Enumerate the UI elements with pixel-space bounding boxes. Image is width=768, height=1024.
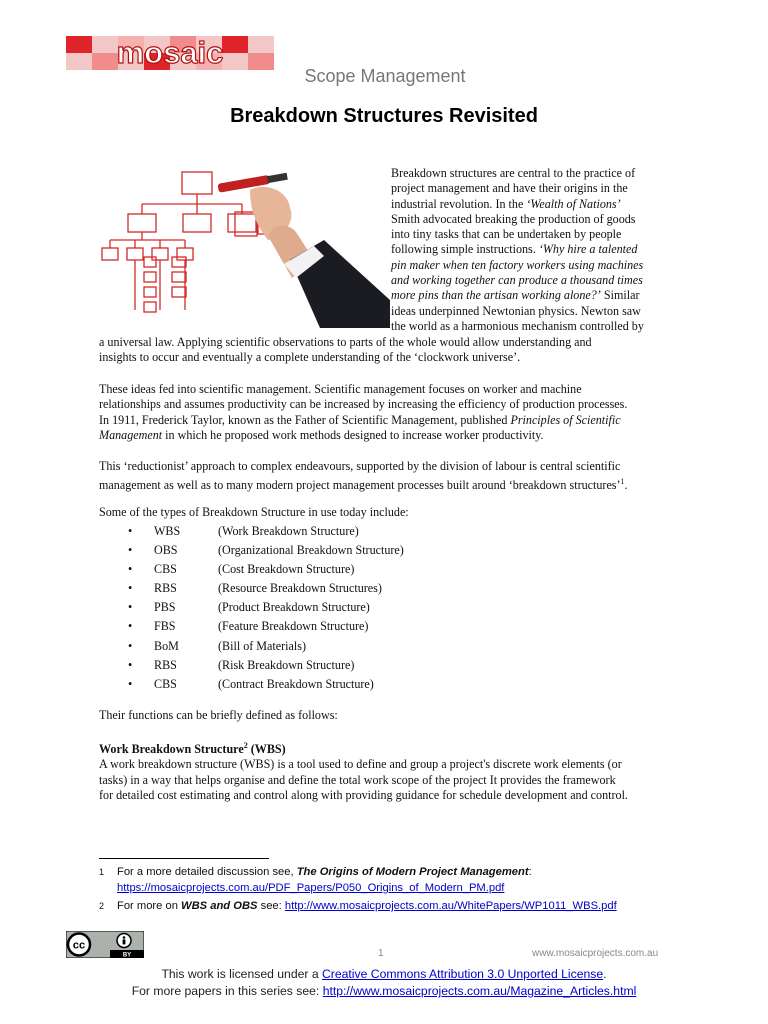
- intro-paragraph-continued: a universal law. Applying scientific observations to parts of the whole would allow understanding and insights to occur and eventually a complete understanding of the ‘clockwork universe’.: [99, 335, 592, 365]
- more-papers-line: For more papers in this series see: http://www.mosaicprojects.com.au/Magazine_Articles.html: [131, 984, 637, 998]
- mosaic-logo: [66, 36, 274, 70]
- license-link[interactable]: Creative Commons Attribution 3.0 Unported License: [322, 967, 604, 981]
- list-item: • PBS (Product Breakdown Structure): [128, 598, 528, 617]
- cc-by-license-badge[interactable]: [66, 931, 144, 958]
- page-title: Breakdown Structures Revisited: [230, 105, 538, 127]
- more-papers-link[interactable]: http://www.mosaicprojects.com.au/Magazine_Articles.html: [322, 984, 637, 998]
- bullet: •: [128, 619, 133, 634]
- footnote-divider: [99, 858, 269, 859]
- bullet: •: [128, 524, 133, 538]
- svg-text:BY: BY: [122, 952, 132, 958]
- footnote-2-link[interactable]: http://www.mosaicprojects.com.au/WhitePapers/WP1011_WBS.pdf: [284, 900, 617, 912]
- page-number: 1: [378, 948, 384, 959]
- license-line: This work is licensed under a Creative Commons Attribution 3.0 Unported License.: [161, 967, 607, 981]
- list-item: • FBS (Feature Breakdown Structure): [128, 617, 528, 636]
- list-item: • CBS (Contract Breakdown Structure): [128, 675, 528, 694]
- footnote-2: 2 For more on WBS and OBS see: http://www.mosaicprojects.com.au/WhitePapers/WP1011_WBS.pdf: [99, 900, 617, 912]
- bullet: •: [128, 657, 133, 672]
- footnote-1-link[interactable]: https://mosaicprojects.com.au/PDF_Papers/P050_Origins_of_Modern_PM.pdf: [117, 882, 505, 894]
- wbs-heading: Work Breakdown Structure$^2$ (WBS): [99, 741, 286, 757]
- svg-text:mosaic: mosaic: [116, 36, 224, 70]
- intro-paragraph-right: Breakdown structures are central to the practice of project management and have their origins in the industrial revolution. In the ‘Wealth of Nations’ Smith advocated breaking the production of goods into tiny tasks that can be undertaken by people following simple instructions. ‘Why hire a talented pin maker when ten factory workers using machines and working together can produce a thousand times more pins than the artisan working alone?’ Similar ideas underpinned Newtonian physics. Newton saw the world as a harmonious mechanism controlled by: [391, 166, 644, 333]
- wbs-section: Work Breakdown Structure$^2$ (WBS) A work breakdown structure (WBS) is a tool used to define and group a project's discrete work elements (or tasks) in a way that helps organise and define the total work scope of the project It provides the framework for detailed cost estimating and control along with providing guidance for schedule development and control.: [99, 738, 671, 803]
- functions-intro: Their functions can be briefly defined as follows:: [99, 708, 338, 722]
- site-url: www.mosaicprojects.com.au: [532, 948, 659, 959]
- bullet: •: [128, 543, 133, 558]
- breakdown-types-list: [128, 522, 528, 694]
- wealth-of-nations: ‘Wealth of Nations’: [526, 196, 621, 211]
- breakdown-chart-illustration: [100, 160, 390, 328]
- bullet: •: [128, 676, 133, 691]
- list-item: • WBS (Work Breakdown Structure): [128, 522, 528, 541]
- cc-icon: cc: [72, 939, 86, 952]
- list-item: • BoM (Bill of Materials): [128, 637, 528, 656]
- list-item: • RBS (Risk Breakdown Structure): [128, 656, 528, 675]
- list-intro: Some of the types of Breakdown Structure in use today include:: [99, 505, 409, 519]
- reductionist-paragraph: This ‘reductionist’ approach to complex endeavours, supported by the division of labour is central scientific management as well as to many modern project management processes built around ‘breakdown structures’$^1$.: [99, 459, 628, 493]
- bullet: •: [128, 581, 133, 596]
- list-item: • OBS (Organizational Breakdown Structure): [128, 541, 528, 560]
- list-item: • CBS (Cost Breakdown Structure): [128, 560, 528, 579]
- bullet: •: [128, 562, 133, 577]
- page-subtitle: Scope Management: [304, 66, 466, 86]
- bullet: •: [128, 638, 133, 653]
- list-item: • RBS (Resource Breakdown Structures): [128, 579, 528, 598]
- footnote-1: 1 For a more detailed discussion see, The Origins of Modern Project Management: https://mosaicprojects.com.au/PDF_Papers/P050_Origins_of_Modern_PM.pdf: [99, 866, 532, 894]
- scientific-management-paragraph: These ideas fed into scientific management. Scientific management focuses on worker and machine relationships and assumes productivity can be increased by increasing the efficiency of production processes. In 1911, Frederick Taylor, known as the Father of Scientific Management, published Principles of Scientific Management in which he proposed work methods designed to increase worker productivity.: [99, 382, 628, 442]
- bullet: •: [128, 600, 133, 615]
